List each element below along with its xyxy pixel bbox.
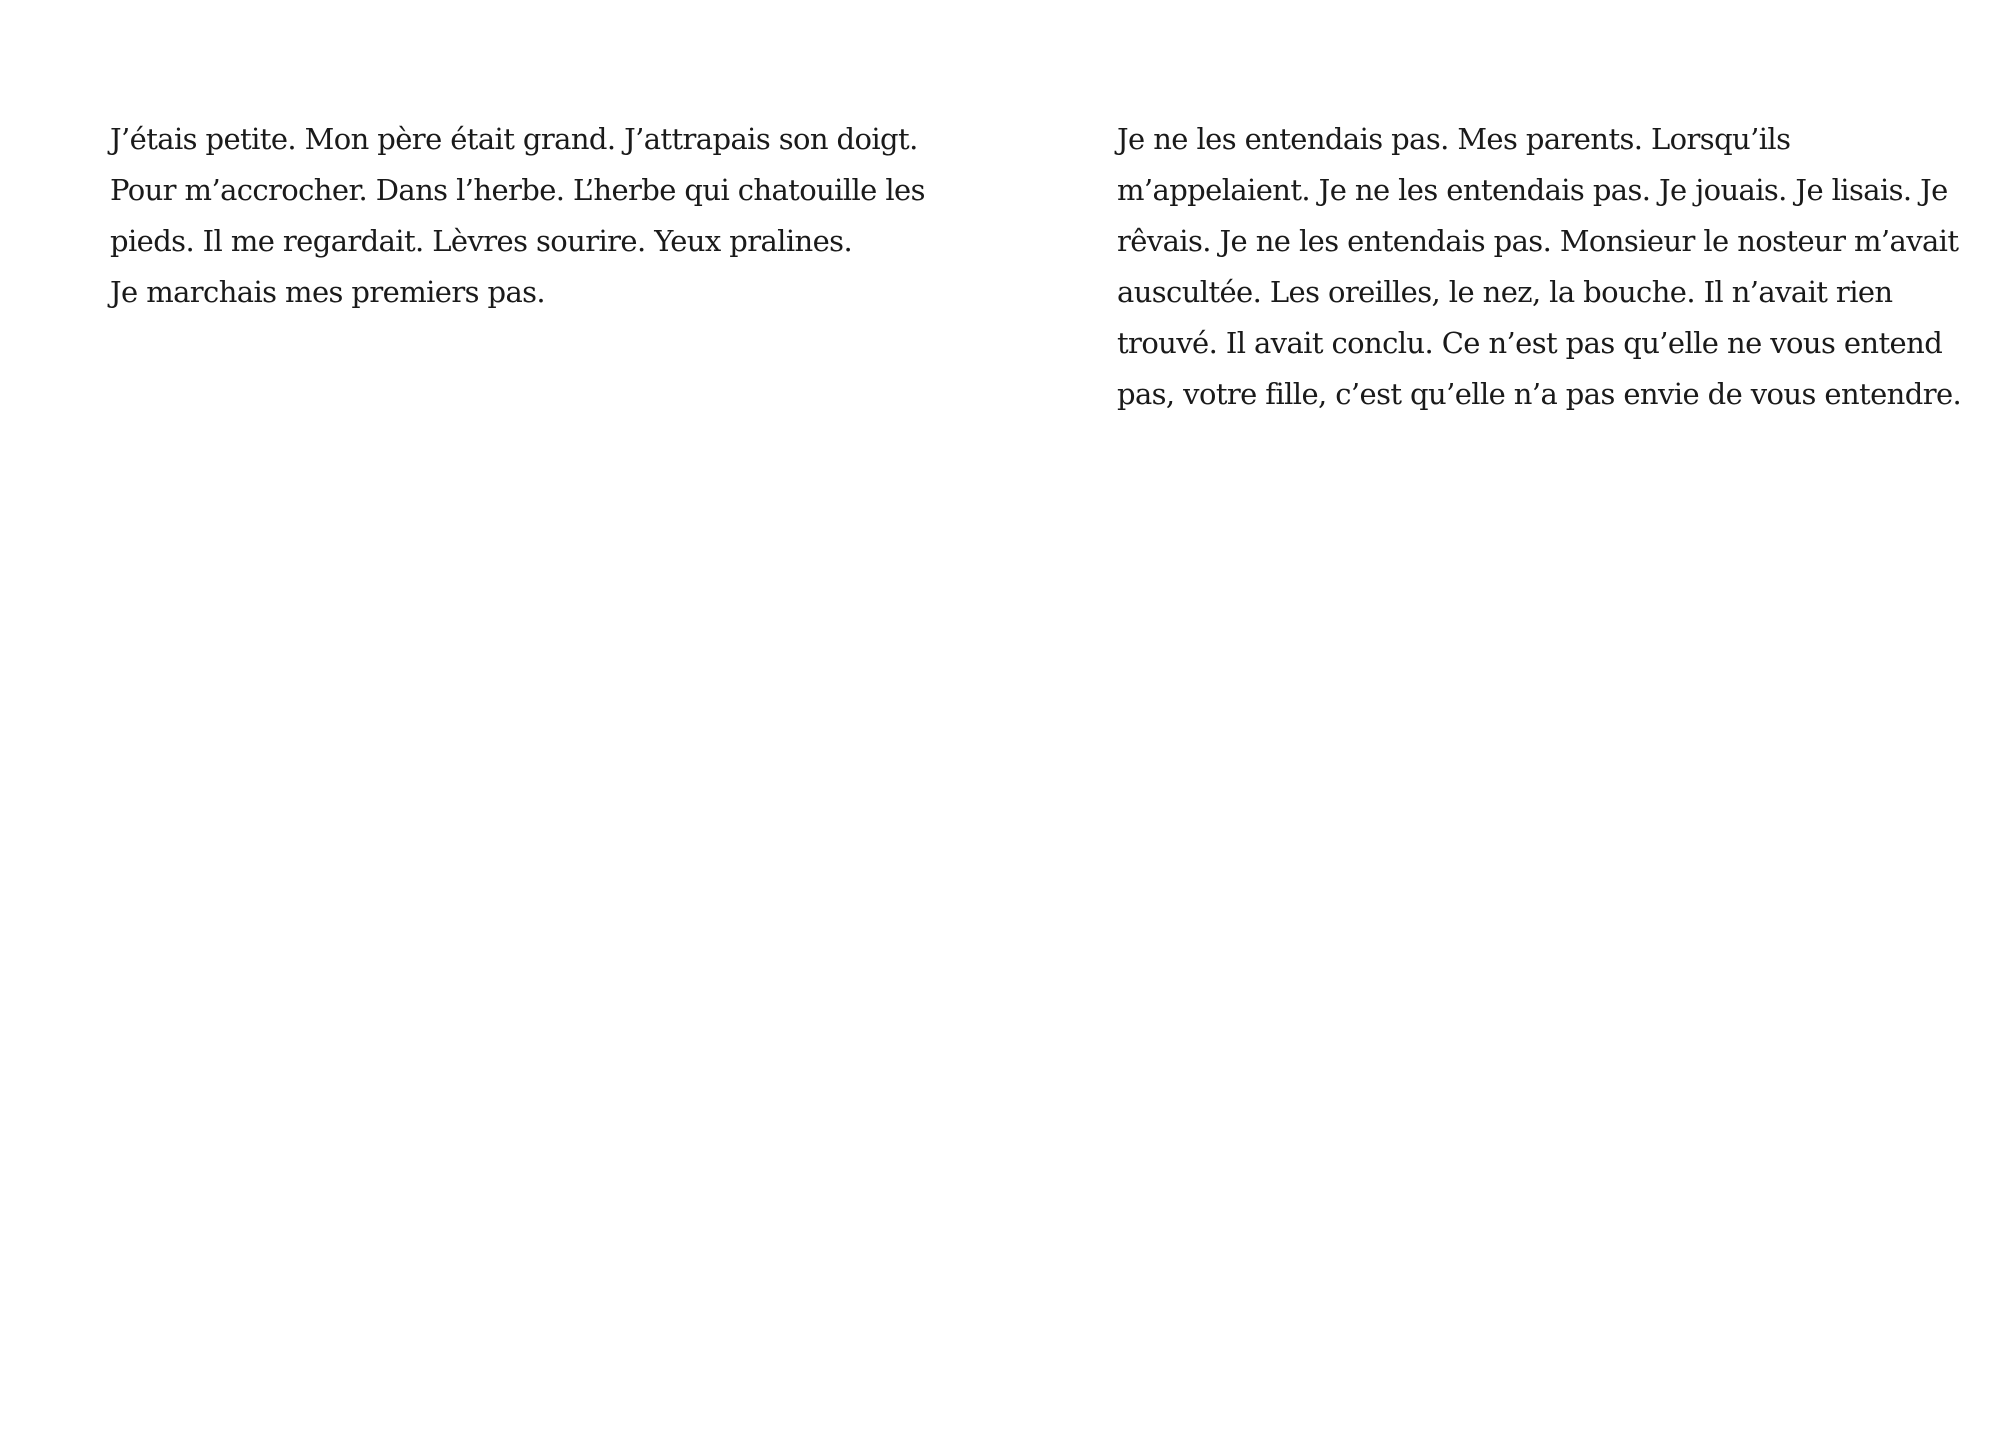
text-line: Pour m’accrocher. Dans l’herbe. L’herbe qui chatouille les [110, 173, 925, 207]
text-line: Je ne les entendais pas. Mes parents. Lorsqu’ils [1117, 122, 1791, 156]
text-line: pieds. Il me regardait. Lèvres sourire. Yeux pralines. [110, 224, 853, 258]
text-line: pas, votre fille, c’est qu’elle n’a pas envie de vous entendre. [1117, 377, 1962, 411]
left-page-text [110, 114, 925, 318]
text-line: m’appelaient. Je ne les entendais pas. Je jouais. Je lisais. Je [1117, 173, 1948, 207]
text-line: auscultée. Les oreilles, le nez, la bouche. Il n’avait rien [1117, 275, 1893, 309]
text-line: trouvé. Il avait conclu. Ce n’est pas qu’elle ne vous entend [1117, 326, 1943, 360]
text-line: rêvais. Je ne les entendais pas. Monsieur le nosteur m’avait [1117, 224, 1959, 258]
text-line: J’étais petite. Mon père était grand. J’attrapais son doigt. [110, 122, 918, 156]
text-line: Je marchais mes premiers pas. [110, 275, 546, 309]
right-page-text [1117, 114, 1962, 420]
